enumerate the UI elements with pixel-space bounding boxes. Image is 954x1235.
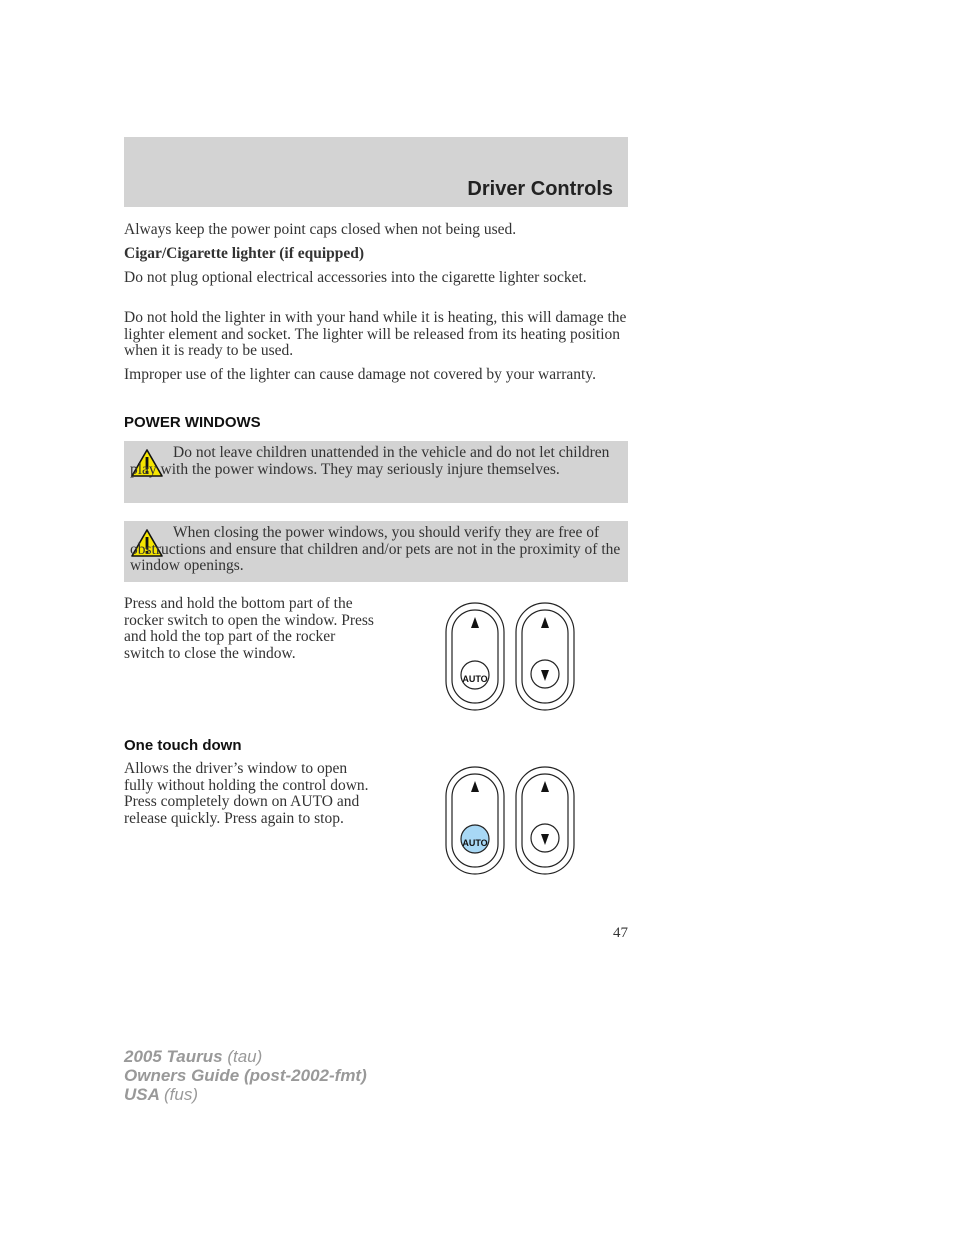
one-touch-down-heading: One touch down [124,737,242,754]
lighter-para-2: Do not hold the lighter in with your hand while it is heating, this will damage the lighter element and socket. The lighter will be released from its heating position when it is ready to be used. [124,309,627,359]
driver-window-switch [446,603,504,710]
driver-window-switch [446,767,504,874]
footer-market-code: (fus) [164,1085,198,1104]
one-touch-down-text: Allows the driver’s window to open fully without holding the control down. Press completely down on AUTO and release quickly. Press again to stop. [124,760,369,827]
window-switches-figure [440,600,580,714]
passenger-window-switch [516,603,574,710]
warning-box-children [124,441,628,503]
power-windows-heading: POWER WINDOWS [124,414,261,431]
footer-model: 2005 Taurus [124,1047,223,1066]
power-point-note: Always keep the power point caps closed when not being used. [124,221,517,238]
footer-guide: Owners Guide (post-2002-fmt) [124,1066,367,1085]
footer-model-code: (tau) [227,1047,263,1066]
passenger-window-switch [516,767,574,874]
page-number: 47 [613,925,628,941]
auto-label: AUTO [462,838,488,848]
lighter-para-1: Do not plug optional electrical accessories into the cigarette lighter socket. [124,269,587,286]
warning-box-obstructions [124,521,628,582]
warning-text-obstructions: When closing the power windows, you should verify they are free of obstructions and ensure that children and/or pets are not in the proximity of the window openings. [130,524,621,574]
lighter-heading: Cigar/Cigarette lighter (if equipped) [124,245,365,262]
section-header [124,137,628,207]
warning-text-children: Do not leave children unattended in the vehicle and do not let children play with the power windows. They may seriously injure themselves. [130,444,610,478]
document-footer [124,1047,367,1104]
footer-market: USA [124,1085,160,1104]
one-touch-switches-figure [440,764,580,878]
section-title: Driver Controls [467,178,613,200]
lighter-para-3: Improper use of the lighter can cause damage not covered by your warranty. [124,366,596,383]
auto-label: AUTO [462,674,488,684]
rocker-switch-instructions: Press and hold the bottom part of the rocker switch to open the window. Press and hold the top part of the rocker switch to close the window. [124,595,374,662]
